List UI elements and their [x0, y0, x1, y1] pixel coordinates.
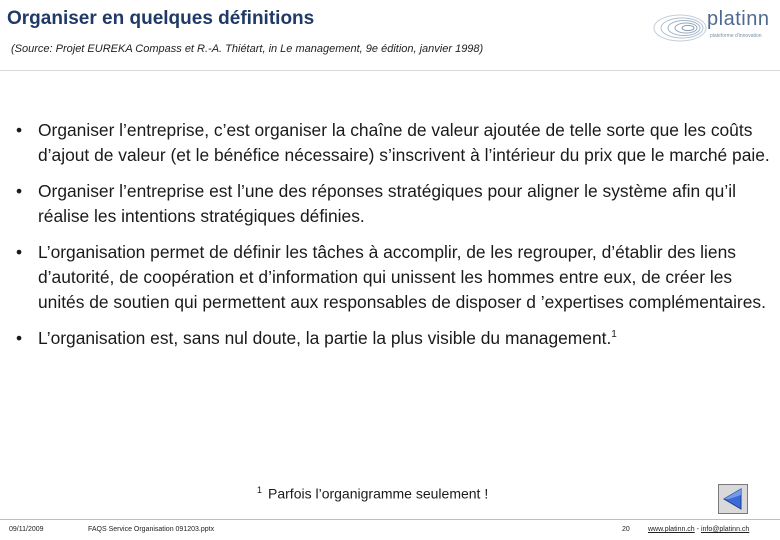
website-link[interactable]: www.platinn.ch: [648, 526, 695, 533]
bullet-item: [12, 240, 772, 315]
bullet-item: [12, 326, 772, 351]
bullet-item: [12, 118, 772, 168]
footer-separator: -: [696, 526, 699, 533]
email-link[interactable]: info@platinn.ch: [700, 526, 750, 533]
bullet-item: [12, 179, 772, 229]
bullet-text: Organiser l’entreprise est l’une des réponses stratégiques pour aligner le système afin qu’il réalise les intentions stratégiques définies.: [38, 181, 736, 226]
bullet-marker: •: [16, 328, 23, 348]
header-divider: [0, 70, 780, 71]
footnote-reference: 1: [611, 329, 617, 341]
back-nav-button[interactable]: [718, 484, 748, 514]
footer-page-number: 20: [622, 526, 630, 533]
bullet-text: L’organisation est, sans nul doute, la partie la plus visible du management.: [38, 328, 612, 348]
bullet-marker: •: [16, 242, 23, 262]
back-arrow-icon: [719, 485, 747, 513]
footnote: [257, 485, 488, 502]
footer-divider: [0, 519, 780, 520]
logo-swirl-icon: [650, 4, 710, 50]
page-title: Organiser en quelques définitions: [7, 8, 315, 29]
bullet-text: L’organisation permet de définir les tâches à accomplir, de les regrouper, d’établir des liens d’autorité, de coopération et d’information qui unissent les hommes entre eux, de créer les unités de soutien qui permettent aux responsables de disposer d ’expertises complémentaires.: [38, 242, 766, 312]
source-citation: (Source: Projet EUREKA Compass et R.-A. Thiétart, in Le management, 9e édition, janvier 1998): [11, 43, 484, 55]
footer-contact: [648, 526, 749, 533]
footnote-text: Parfois l’organigramme seulement !: [268, 485, 489, 502]
bullet-marker: •: [16, 181, 23, 201]
bullet-text: Organiser l’entreprise, c’est organiser la chaîne de valeur ajoutée de telle sorte que les coûts d’ajout de valeur (et le bénéfice nécessaire) s’inscrivent à l’intérieur du prix que le marché paie.: [38, 120, 770, 165]
bullet-marker: •: [16, 120, 23, 140]
bullet-list: [12, 118, 772, 362]
logo-wordmark: platinn: [707, 8, 770, 30]
footnote-marker: 1: [257, 485, 263, 495]
footer-date: 09/11/2009: [9, 526, 44, 533]
logo-tagline: plateforme d'innovation: [710, 33, 762, 39]
footer-filename: FAQS Service Organisation 091203.pptx: [88, 526, 215, 533]
platinn-logo: [650, 4, 774, 50]
